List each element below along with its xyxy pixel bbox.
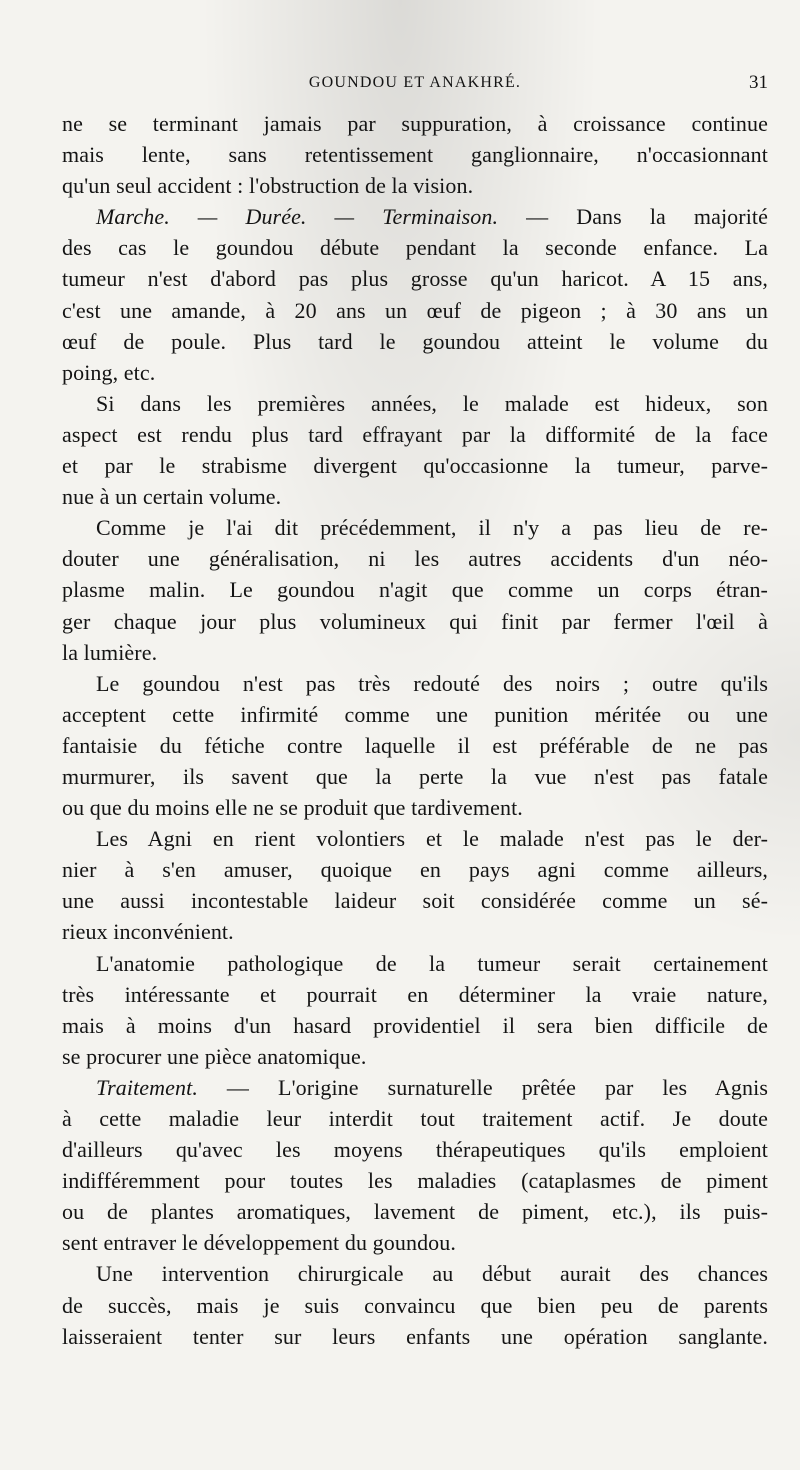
text-line: Comme je l'ai dit précédemment, il n'y a pas lieu de re- [96, 515, 768, 541]
text-line: plasme malin. Le goundou n'agit que comme un corps étran- [62, 577, 768, 603]
text-line: se procurer une pièce anatomique. [62, 1043, 367, 1069]
text-line: la lumière. [62, 639, 158, 665]
text-run: — Dans la majorité [498, 204, 768, 230]
text-line: nue à un certain volume. [62, 484, 282, 510]
text-line [62, 1072, 768, 1103]
text-line: douter une généralisation, ni les autres accidents d'un néo- [62, 546, 768, 572]
text-line: mais à moins d'un hasard providentiel il sera bien difficile de [62, 1012, 768, 1038]
text-line: fantaisie du fétiche contre laquelle il est préférable de ne pas [62, 732, 768, 758]
text-line: tumeur n'est d'abord pas plus grosse qu'un haricot. A 15 ans, [62, 266, 768, 292]
text-line: et par le strabisme divergent qu'occasionne la tumeur, parve- [62, 453, 768, 479]
text-line: une aussi incontestable laideur soit considérée comme un sé- [62, 888, 768, 914]
text-line: Si dans les premières années, le malade est hideux, son [96, 390, 768, 416]
text-line: de succès, mais je suis convaincu que bien peu de parents [62, 1292, 768, 1318]
running-head: GOUNDOU ET ANAKHRÉ. [308, 74, 522, 91]
text-line: aspect est rendu plus tard effrayant par la difformité de la face [62, 421, 768, 447]
text-line [62, 201, 768, 232]
text-line: L'anatomie pathologique de la tumeur serait certainement [96, 950, 768, 976]
text-line: d'ailleurs qu'avec les moyens thérapeutiques qu'ils emploient [62, 1137, 768, 1163]
text-line: très intéressante et pourrait en déterminer la vraie nature, [62, 981, 768, 1007]
text-line: ne se terminant jamais par suppuration, à croissance continue [62, 111, 768, 136]
page-number: 31 [749, 72, 768, 93]
text-line: poing, etc. [62, 359, 156, 385]
text-line: qu'un seul accident : l'obstruction de la vision. [62, 173, 474, 199]
text-line: acceptent cette infirmité comme une punition méritée ou une [62, 701, 768, 727]
text-line: œuf de poule. Plus tard le goundou atteint le volume du [62, 328, 768, 354]
text-line: Une intervention chirurgicale au début aurait des chances [96, 1261, 768, 1287]
text-line: c'est une amande, à 20 ans un œuf de pigeon ; à 30 ans un [62, 297, 768, 323]
text-line: indifféremment pour toutes les maladies (cataplasmes de piment [62, 1168, 768, 1194]
text-line: des cas le goundou débute pendant la seconde enfance. La [62, 235, 768, 261]
text-line: laisseraient tenter sur leurs enfants une opération sanglante. [62, 1323, 768, 1349]
page-header [62, 70, 768, 100]
text-line: Les Agni en rient volontiers et le malade n'est pas le der- [96, 826, 768, 852]
text-line: murmurer, ils savent que la perte la vue n'est pas fatale [62, 763, 768, 789]
text-line: Le goundou n'est pas très redouté des noirs ; outre qu'ils [96, 670, 768, 696]
text-line: nier à s'en amuser, quoique en pays agni comme ailleurs, [62, 857, 768, 883]
text-line: ou de plantes aromatiques, lavement de piment, etc.), ils puis- [62, 1199, 768, 1225]
text-run: — L'origine surnaturelle prêtée par les Agnis [197, 1074, 768, 1100]
page-body [62, 108, 768, 1352]
text-line: ou que du moins elle ne se produit que tardivement. [62, 795, 523, 821]
text-line: à cette maladie leur interdit tout traitement actif. Je doute [62, 1106, 768, 1131]
text-line: rieux inconvénient. [62, 919, 234, 945]
section-heading-traitement: Traitement. [96, 1074, 198, 1100]
text-line: sent entraver le développement du goundou. [62, 1230, 456, 1256]
section-heading-marche: Marche. — Durée. — Terminaison. [96, 204, 499, 230]
text-line: mais lente, sans retentissement ganglionnaire, n'occasionnant [62, 142, 768, 168]
text-line: ger chaque jour plus volumineux qui finit par fermer l'œil à [62, 608, 768, 634]
